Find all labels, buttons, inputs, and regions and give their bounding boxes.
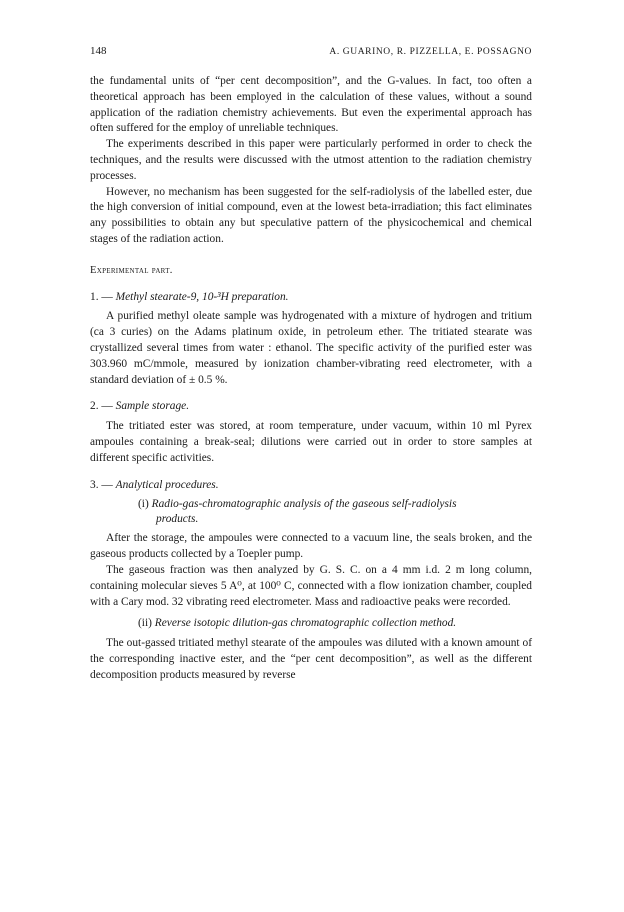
subsection-heading <box>90 290 532 306</box>
section-heading-text: Experimental part. <box>90 264 173 276</box>
subsection-number: 3. — <box>90 478 113 491</box>
subsection-title: Methyl stearate-9, 10-³H preparation. <box>115 290 289 303</box>
section-heading <box>90 263 532 279</box>
paragraph: The gaseous fraction was then analyzed by G. S. C. on a 4 mm i.d. 2 m long column, containing molecular sieves 5 A⁰, at 100⁰ C, connected with a flow ionization chamber, coupled with a Cary mod. 32 vibrating reed electrometer. Mass and radioactive peaks were recorded. <box>90 563 532 608</box>
paragraph: After the storage, the ampoules were connected to a vacuum line, the seals broken, and the gaseous products collected by a Toepler pump. <box>90 532 532 561</box>
body-text <box>90 74 532 684</box>
subsubsection-title: Radio-gas-chromatographic analysis of the gaseous self-radiolysis <box>151 498 457 511</box>
subsection-heading <box>90 478 532 494</box>
subsubsection-number: (ii) <box>138 617 152 630</box>
paragraph: However, no mechanism has been suggested for the self-radiolysis of the labelled ester, due the high conversion of initial compound, even at the lowest beta-irradiation; this fact eliminates any possibilities to obtain any but speculative pattern of the physicochemical and chemical stages of the radiation action. <box>90 185 532 245</box>
subsubsection-title-cont: products. <box>156 513 199 526</box>
subsubsection-heading <box>90 497 532 527</box>
paragraph: The tritiated ester was stored, at room temperature, under vacuum, within 10 ml Pyrex ampoules containing a break-seal; dilutions were carried out in order to store samples at different specific activities. <box>90 420 532 464</box>
subsection-heading <box>90 399 532 415</box>
running-header <box>90 45 532 57</box>
page-number: 148 <box>90 45 107 57</box>
subsection-number: 1. — <box>90 290 113 303</box>
subsection-number: 2. — <box>90 400 113 413</box>
paragraph: A purified methyl oleate sample was hydrogenated with a mixture of hydrogen and tritium (ca 3 curies) on the Adams platinum oxide, in petroleum ether. The tritiated stearate was crystallized several times from water : ethanol. The specific activity of the purified ester was 303.960 mC/mmole, measured by ionization chamber-vibrating reed electrometer, with a standard deviation of ± 0.5 %. <box>90 310 532 386</box>
subsubsection-heading <box>90 616 532 632</box>
running-authors: A. GUARINO, R. PIZZELLA, E. POSSAGNO <box>329 47 532 57</box>
paragraph: The experiments described in this paper were particularly performed in order to check the techniques, and the results were discussed with the utmost attention to the radiation chemistry processes. <box>90 138 532 182</box>
paragraph: The out-gassed tritiated methyl stearate of the ampoules was diluted with a known amount of the corresponding inactive ester, and the “per cent decomposition”, as well as the different decomposition products measured by reverse <box>90 637 532 681</box>
paragraph: the fundamental units of “per cent decomposition”, and the G-values. In fact, too often a theoretical approach has been employed in the calculation of these values, without a sound application of the radiation chemistry achievements. But even the experimental approach has often suffered for the employ of unreliable techniques. <box>90 75 532 135</box>
subsection-title: Sample storage. <box>115 400 190 413</box>
subsection-title: Analytical procedures. <box>115 478 219 491</box>
subsubsection-number: (i) <box>138 498 149 511</box>
subsubsection-title: Reverse isotopic dilution-gas chromatographic collection method. <box>154 617 457 630</box>
